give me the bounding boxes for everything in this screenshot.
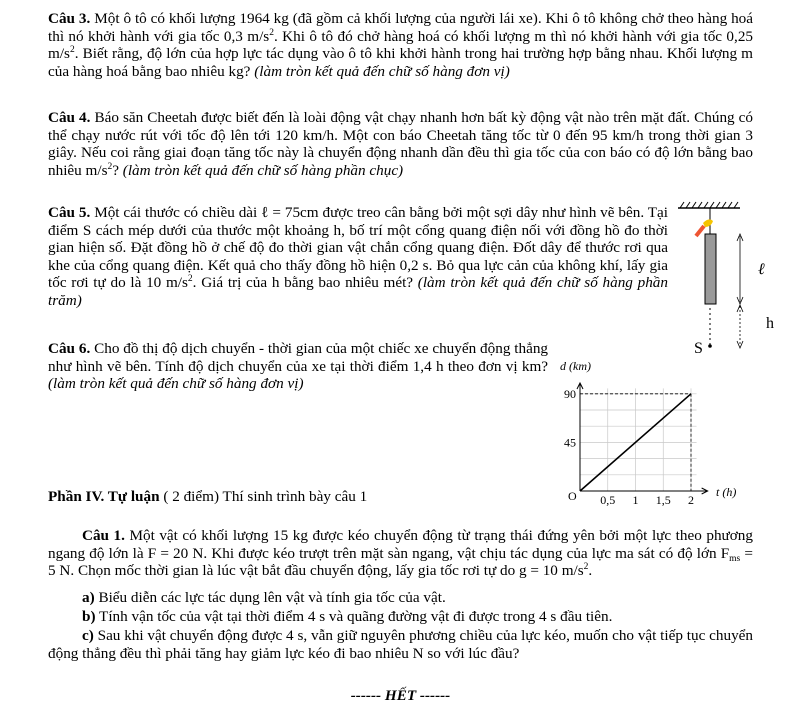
ruler-figure [670, 196, 780, 362]
ceiling-hatch [680, 202, 738, 208]
question-label: Câu 1. [82, 527, 125, 544]
displacement-time-chart [550, 356, 760, 510]
label-h: h [766, 315, 774, 332]
question-text: Báo săn Cheetah được biết đến là loài động vật chạy nhanh hơn bất kỳ động vật nào trên mặt đất. Chúng có thể chạy nước rút với tốc độ lên tới 120 km/h. Một con báo Cheetah tăng tốc từ 0 đến 95 km/h trong thời gian 3 giây. Nếu coi rằng giai đoạn tăng tốc này là chuyển động nhanh dần đều thì gia tốc của con báo có độ lớn bằng bao nhiêu m/s [48, 109, 754, 179]
essay-question [48, 527, 753, 580]
question-label: Câu 6. [48, 340, 91, 357]
y-tick-label: 45 [564, 435, 576, 450]
superscript: 2 [583, 562, 589, 572]
ruler [705, 234, 716, 304]
question-3 [48, 10, 753, 80]
sub-label: a) [82, 589, 95, 606]
question-4 [48, 109, 753, 179]
sub-text: Sau khi vật chuyển động được 4 s, vẫn giữ nguyên phương chiều của lực kéo, muốn cho vật tiếp tục chuyển động thẳng đều thì phải tăng hay giảm lực kéo đi bao nhiêu N so với lúc đầu? [48, 627, 753, 662]
question-text: = 5 N. Chọn mốc thời gian là lúc vật bắt đầu chuyển động, lấy gia tốc rơi tự do g = 10 m/s [48, 544, 753, 579]
sub-text: Tính vận tốc của vật tại thời điểm 4 s và quãng đường vật đi được trong 4 s đầu tiên. [95, 608, 613, 625]
rounding-note: (làm tròn kết quả đến chữ số hàng đơn vị) [254, 62, 510, 80]
sub-label: b) [82, 608, 96, 625]
y-tick-label: 90 [564, 386, 576, 401]
part-desc: ( 2 điểm) Thí sinh trình bày câu 1 [159, 488, 368, 505]
part-4-heading [48, 488, 753, 506]
origin-label: O [568, 489, 577, 503]
superscript: 2 [187, 274, 193, 284]
sub-text: Biểu diễn các lực tác dụng lên vật và tính gia tốc của vật. [94, 589, 446, 606]
question-text: Một cái thước có chiều dài ℓ = 75cm được treo cân bằng bởi một sợi dây như hình vẽ bên. Tại điểm S cách mép dưới của thước một khoảng h, bố trí một cổng quang điện nối với đồng hồ đo thời gian hiện số. Đặt đồng hồ ở chế độ đo thời gian vật chắn cổng quang điện. Đốt dây để thước rơi qua khe của cổng quang điện. Kết quả cho thấy đồng hồ hiện 0,2 s. Bỏ qua lực cản của không khí, lấy gia tốc rơi tự do là 10 m/s [48, 204, 668, 291]
question-text: . Giá trị của h bằng bao nhiêu mét? [192, 274, 418, 291]
superscript: 2 [69, 45, 75, 55]
question-label: Câu 4. [48, 109, 91, 126]
sub-question-c [48, 627, 753, 662]
x-tick-label: 2 [688, 493, 694, 507]
x-tick-label: 1 [632, 493, 639, 507]
rounding-note: (làm tròn kết quả đến chữ số hàng đơn vị) [48, 375, 304, 392]
question-text: ? [112, 161, 123, 179]
subscript: ms [729, 553, 741, 564]
superscript: 2 [107, 161, 113, 172]
question-text: Một vật có khối lượng 15 kg được kéo chuyển động từ trạng thái đứng yên bởi một lực theo phương ngang độ lớn là F = 20 N. Khi được kéo trượt trên mặt sàn ngang, vật chịu tác dụng của lực ma sát có độ lớn F [48, 527, 753, 562]
superscript: 2 [269, 27, 274, 38]
question-text: Một ô tô có khối lượng 1964 kg (đã gồm cả khối lượng của người lái xe). Khi ô tô không chở theo hàng hoá thì nó khởi hành với gia tốc 0,3 m/s [48, 10, 753, 45]
x-axis-label: t (h) [716, 485, 737, 499]
sub-label: c) [82, 627, 94, 644]
question-label: Câu 3. [48, 10, 91, 27]
x-tick-label: 1,5 [655, 493, 671, 507]
question-6 [48, 340, 548, 393]
x-tick-label: 0,5 [600, 493, 616, 507]
rounding-note: (làm tròn kết quả đến chữ số hàng phần trăm) [48, 274, 668, 309]
sub-question-b [48, 608, 753, 626]
label-l: ℓ [758, 261, 765, 278]
rounding-note: (làm tròn kết quả đến chữ số hàng phần chục) [122, 161, 404, 179]
end-marker: ------ HẾT ------ [350, 687, 451, 704]
label-s: S [694, 340, 703, 357]
question-text: . [588, 562, 593, 579]
question-text: . Khi ô tô đó chở hàng hoá có khối lượng m thì nó khởi hành với gia tốc 0,25 m/s [48, 27, 754, 62]
point-s [708, 344, 712, 348]
sub-question-a [48, 589, 753, 607]
y-axis-label: d (km) [560, 359, 591, 373]
question-label: Câu 5. [48, 204, 91, 221]
question-text: . Biết rằng, độ lớn của hợp lực tác dụng vào ô tô khi khởi hành trong hai trường hợp bằng nhau. Khối lượng m của hàng hoá bằng bao nhiêu kg? [48, 45, 753, 80]
question-5 [48, 204, 668, 309]
part-title: Phần IV. Tự luận [48, 488, 160, 505]
question-text: Cho đồ thị độ dịch chuyển - thời gian của một chiếc xe chuyển động thẳng như hình vẽ bên. Tính độ dịch chuyển của xe tại thời điểm 1,4 h theo đơn vị km? [48, 340, 549, 375]
